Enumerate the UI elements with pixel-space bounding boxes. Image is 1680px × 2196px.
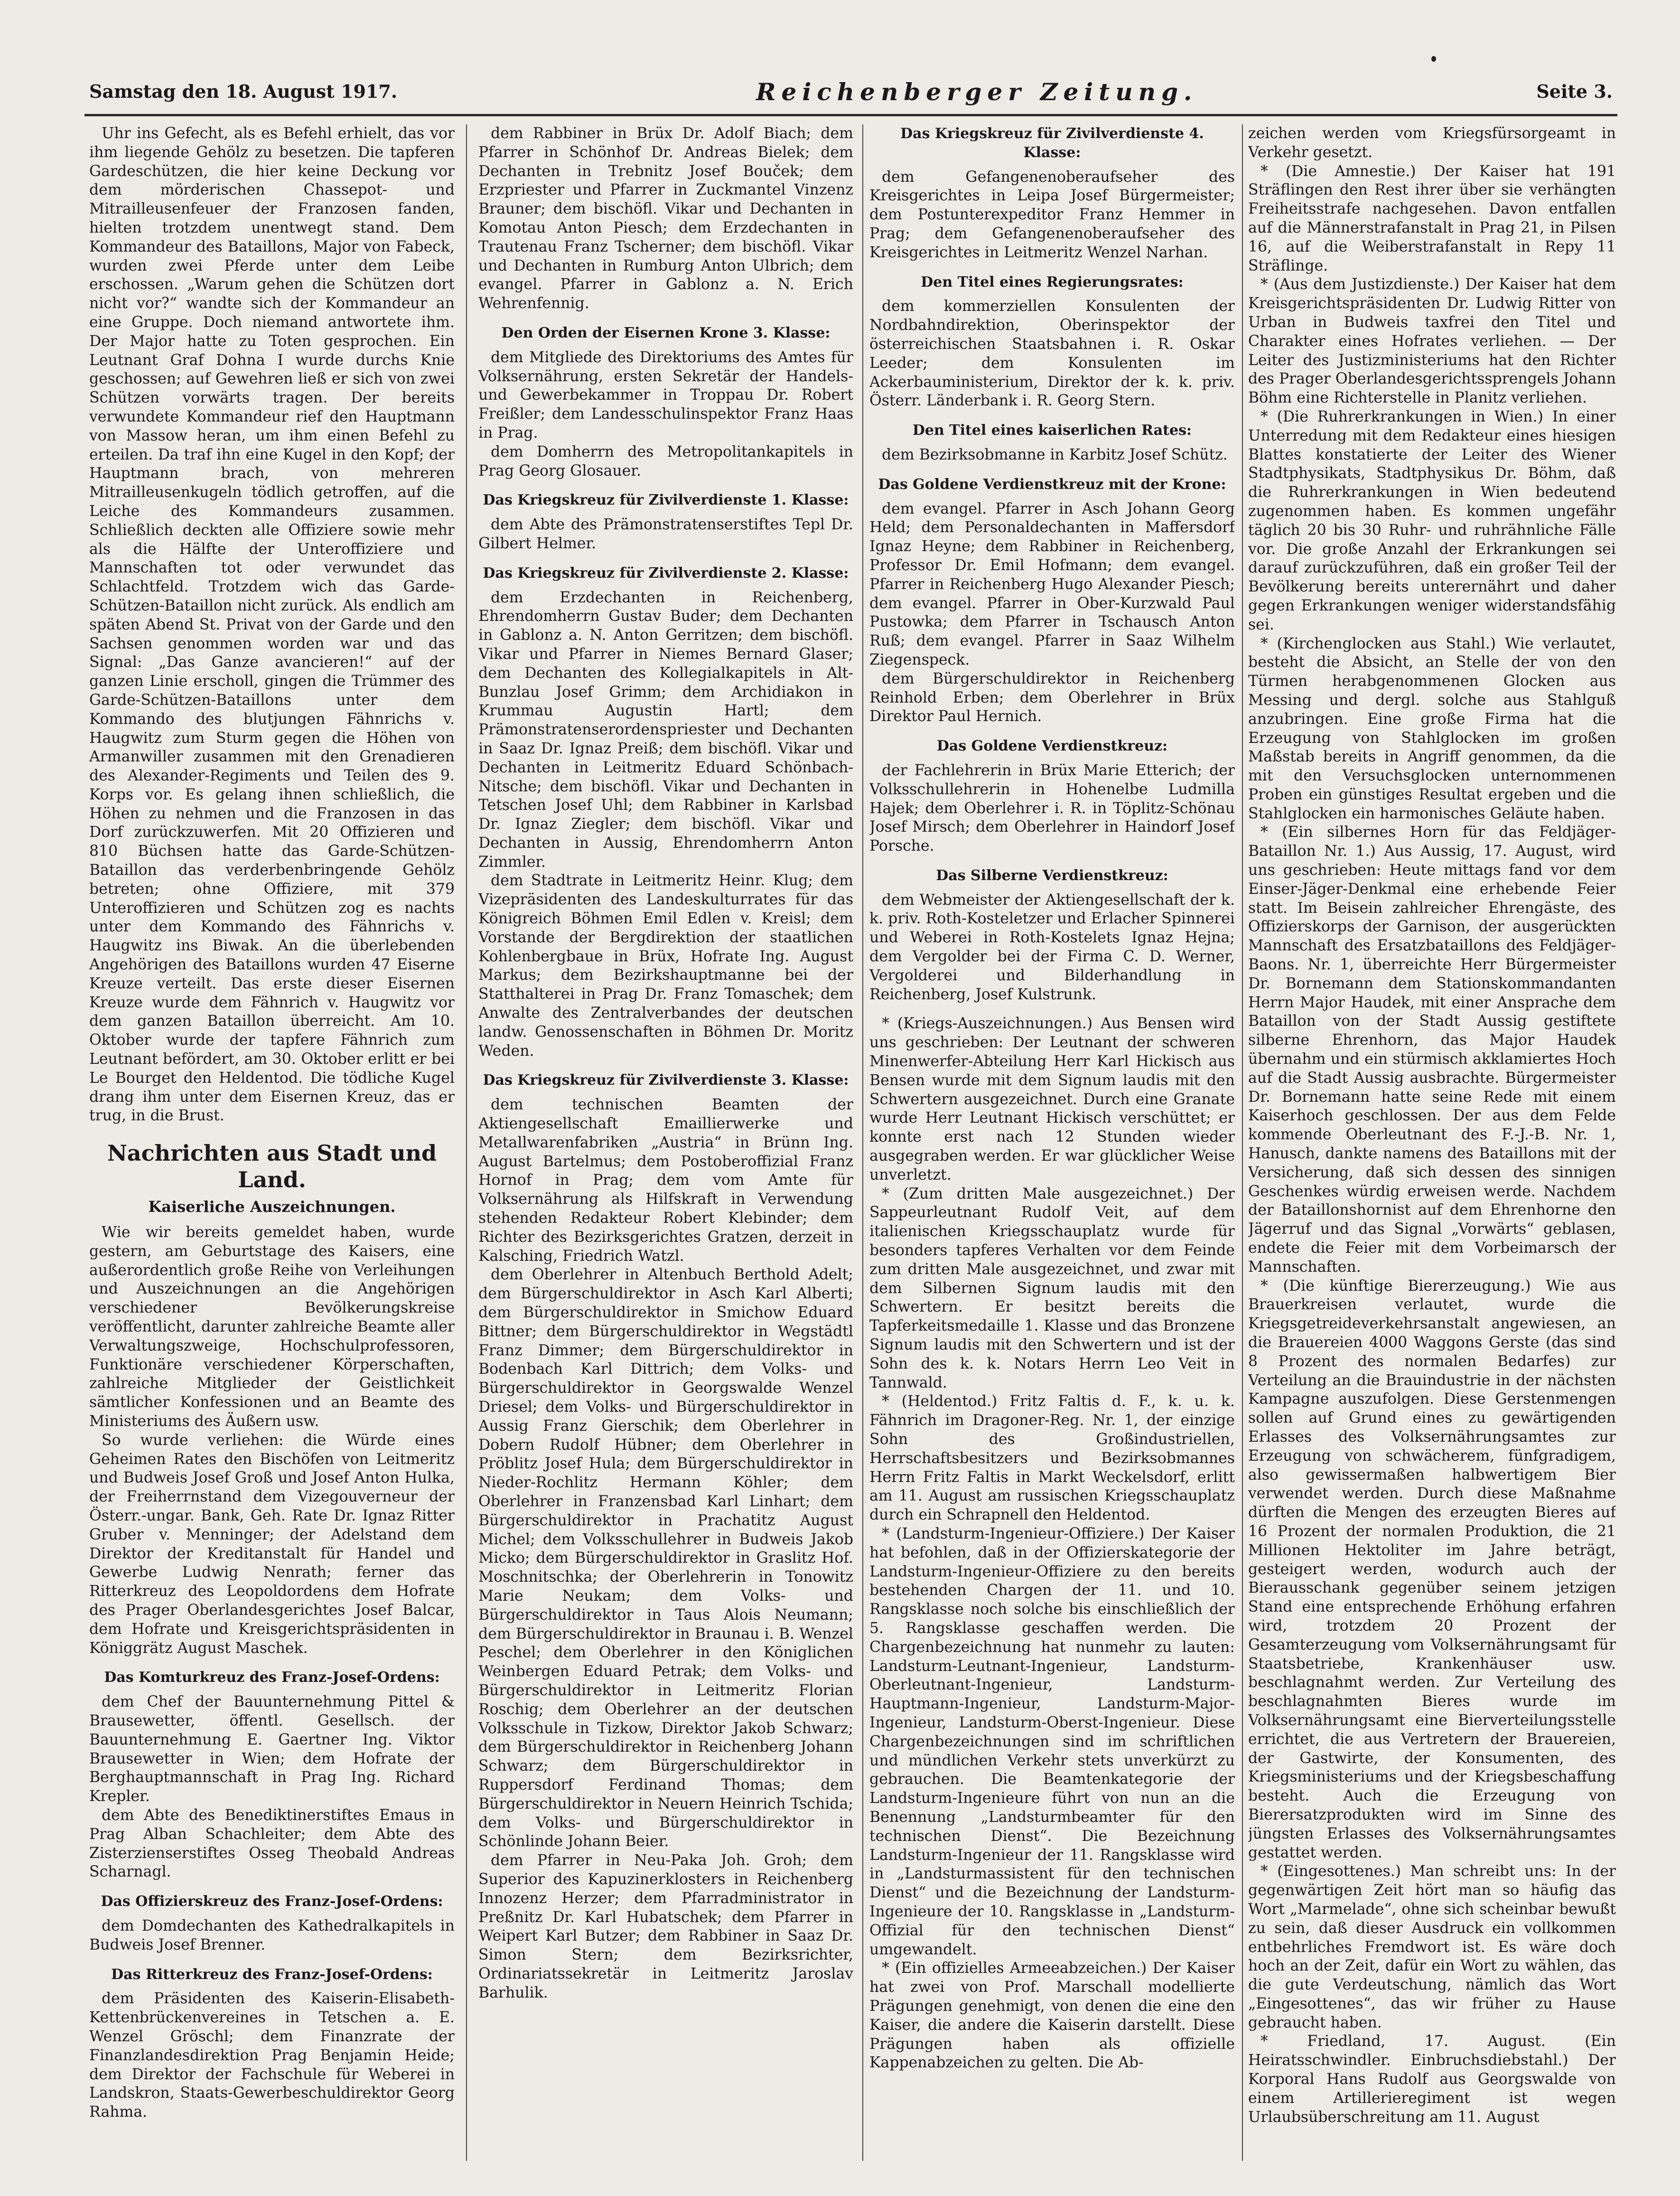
paragraph: dem Oberlehrer in Altenbuch Berthold Adelt; dem Bürgerschuldirektor in Asch Karl Alberti; dem Bürgerschuldirektor in Smichow Eduard Bittner; dem Bürgerschuldirektor in Wegstädtl Franz Dimmer; dem Bürgerschuldirektor in Bodenbach Karl Dittrich; dem Volks- und Bürgerschuldirektor in Georgswalde Wenzel Driesel; dem Volks- und Bürgerschuldirektor in Aussig Franz Gierschik; dem Oberlehrer in Dobern Rudolf Hübner; dem Oberlehrer in Pröblitz Josef Hula; dem Bürgerschuldirektor in Nieder-Rochlitz Hermann Köhler; dem Oberlehrer in Franzensbad Karl Linhart; dem Bürgerschuldirektor in Prachatitz August Michel; dem Volksschullehrer in Budweis Jakob Micko; dem Bürgerschuldirektor in Graslitz Hof. Moschnitschka; der Oberlehrerin in Tonowitz Marie Neukam; dem Volks- und Bürgerschuldirektor in Taus Alois Neumann; dem Bürgerschuldirektor in Braunau i. B. Wenzel Peschel; dem Oberlehrer in den Königlichen Weinbergen Eduard Petrak; dem Volks- und Bürgerschuldirektor in Leitmeritz Florian Roschig; dem Oberlehrer an der deutschen Volksschule in Tizkow, Direktor Jakob Schwarz; dem Bürgerschuldirektor in Reichenberg Johann Schwarz; dem Bürgerschuldirektor in Ruppersdorf Ferdinand Thomas; dem Bürgerschuldirektor in Neuern Heinrich Tschida; dem Volks- und Bürgerschuldirektor in Schönlinde Johann Beier. [478,1266,853,1850]
news-item: * (Landsturm-Ingenieur-Offiziere.) Der Kaiser hat befohlen, daß in der Offizierskategorie der Landsturm-Ingenieur-Offiziere zu den bereits bestehenden Chargen der 11. und 10. Rangsklasse noch solche bis einschließlich der 5. Rangsklasse geschaffen werden. Die Chargenbezeichnung hat nunmehr zu lauten: Landsturm-Leutnant-Ingenieur, Landsturm-Oberleutnant-Ingenieur, Landsturm-Hauptmann-Ingenieur, Landsturm-Major-Ingenieur, Landsturm-Oberst-Ingenieur. Diese Chargenbezeichnungen sind im schriftlichen und mündlichen Verkehr stets unverkürzt zu gebrauchen. Die Beamtenkategorie der Landsturm-Ingenieure führt von nun an die Benennung „Landsturmbeamter für den technischen Dienst“. Die Bezeichnung Landsturm-Ingenieur der 11. Rangsklasse wird in „Landsturmassistent für den technischen Dienst“ und die Bezeichnung der Landsturm-Ingenieure der 10. Rangsklasse in „Landsturm-Offizial für den technischen Dienst“ umgewandelt. [869,1525,1235,1958]
award-heading: Den Orden der Eisernen Krone 3. Klasse: [501,324,831,341]
paragraph: dem Bürgerschuldirektor in Reichenberg Reinhold Erben; dem Oberlehrer in Brüx Direktor Paul Hernich. [869,670,1235,725]
paragraph: dem Chef der Bauunternehmung Pittel & Brausewetter, öffentl. Gesellsch. der Bauunternehmung E. Gaertner Ing. Viktor Brausewetter in Wien; dem Hofrate der Berghauptmannschaft in Prag Ing. Richard Krepler. [89,1693,455,1805]
award-heading: Das Ritterkreuz des Franz-Josef-Ordens: [111,1966,433,1983]
column-4 [1248,124,1616,2166]
paragraph: dem Stadtrate in Leitmeritz Heinr. Klug; dem Vizepräsidenten des Landeskulturrates für das Königreich Böhmen Emil Edlen v. Kreisl; dem Vorstande der Bergdirektion der staatlichen Kohlenbergbaue in Brüx, Hofrate Ing. August Markus; dem Bezirkshauptmanne bei der Statthalterei in Prag Dr. Franz Tomaschek; dem Anwalte des Zentralverbandes der deutschen landw. Genossenschaften in Böhmen Dr. Moritz Weden. [478,872,853,1060]
paragraph: dem Bezirksobmanne in Karbitz Josef Schütz. [882,446,1228,463]
news-item: * (Eingesottenes.) Man schreibt uns: In der gegenwärtigen Zeit hört man so häufig das Wort „Marmelade“, ohne sich scheinbar bewußt zu sein, daß dieser Ausdruck ein vollkommen entbehrliches Fremdwort ist. Es wäre doch hoch an der Zeit, dafür ein Wort zu wählen, das die gute Verdeutschung, nämlich das Wort „Eingesottenes“, das wir früher zu Hause gebraucht haben. [1248,1863,1616,2031]
issue-date: Samstag den 18. August 1917. [89,81,398,102]
paragraph: dem Domherrn des Metropolitankapitels in Prag Georg Glosauer. [478,443,853,479]
column-divider [862,124,863,2161]
ink-spot [1431,56,1436,62]
header-rule [84,114,1617,116]
column-divider [1242,124,1243,2161]
paragraph: dem Rabbiner in Brüx Dr. Adolf Biach; dem Pfarrer in Schönhof Dr. Andreas Bielek; dem Dechanten in Trebnitz Josef Bouček; dem Erzpriester und Pfarrer in Zuckmantel Vinzenz Brauner; dem bischöfl. Vikar und Dechanten in Komotau Anton Piesch; dem Erzdechanten in Trautenau Franz Tscherner; dem bischöfl. Vikar und Dechanten in Rumburg Anton Ulbrich; dem evangel. Pfarrer in Gablonz a. N. Erich Wehrenfennig. [478,125,853,312]
paragraph: dem Mitgliede des Direktoriums des Amtes für Volksernährung, ersten Sekretär der Handels- und Gewerbekammer in Troppau Dr. Robert Freißler; dem Landesschulinspektor Franz Haas in Prag. [478,348,853,441]
news-item: * (Ein offizielles Armeeabzeichen.) Der Kaiser hat zwei von Prof. Marschall modellierte Prägungen genehmigt, von denen die eine den Kaiser, die andere die Kaiserin darstellt. Diese Prägungen haben als offizielle Kappenabzeichen zu gelten. Die Ab- [869,1960,1235,2072]
award-heading: Das Kriegskreuz für Zivilverdienste 4. Klasse: [900,125,1204,161]
paragraph: Wie wir bereits gemeldet haben, wurde gestern, am Geburtstage des Kaisers, eine außerordentlich große Reihe von Verleihungen und Auszeichnungen an die Angehörigen verschiedener Bevölkerungskreise veröffentlicht, darunter zahlreiche Beamte aller Verwaltungszweige, Hochschulprofessoren, Funktionäre verschiedener Körperschaften, zahlreiche Mitglieder der Geistlichkeit sämtlicher Konfessionen und an Beamte des Ministeriums des Äußern usw. [89,1224,455,1430]
news-item: * (Die künftige Biererzeugung.) Wie aus Brauerkreisen verlautet, wurde die Kriegsgetreideverkehrsanstalt angewiesen, an die Brauereien 4000 Waggons Gerste (das sind 8 Prozent des normalen Bedarfes) zur Verteilung an die Brauindustrie in der nächsten Kampagne auszufolgen. Diese Gerstenmengen sollen auf Grund eines zu gewärtigenden Erlasses des Volksernährungsamtes zur Erzeugung von schwächerem, fünfgradigem, also gewissermaßen halbwertigem Bier verwendet werden. Durch diese Maßnahme dürften die Mengen des erzeugten Bieres auf 16 Prozent der normalen Produktion, die 21 Millionen Hektoliter im Jahre beträgt, gesteigert werden, wodurch auch der Bierausschank gegenüber seinem jetzigen Stand eine entsprechende Erhöhung erfahren wird, trotzdem 20 Prozent der Gesamterzeugung vom Volksernährungsamt für Staatsbetriebe, Krankenhäuser usw. beschlagnahmt werden. Zur Verteilung des beschlagnahmten Bieres wurde im Volksernährungsamt eine Bierverteilungsstelle errichtet, die aus Vertretern der Brauereien, der Gastwirte, der Konsumenten, des Kriegsministeriums und der Kriegsbeschaffung besteht. Auch die Erzeugung von Bierersatzprodukten wird im Sinne des jüngsten Erlasses des Volksernährungsamtes gestattet werden. [1248,1277,1616,1861]
paragraph: dem Pfarrer in Neu-Paka Joh. Groh; dem Superior des Kapuzinerklosters in Reichenberg Innozenz Herzer; dem Pfarradministrator in Preßnitz Dr. Karl Hubatschek; dem Pfarrer in Weipert Karl Butzer; dem Rabbiner in Saaz Dr. Simon Stern; dem Bezirksrichter, Ordinariatssekretär in Leitmeritz Jaroslav Barhulik. [478,1852,853,2001]
award-heading: Den Titel eines kaiserlichen Rates: [912,422,1192,439]
award-heading: Das Kriegskreuz für Zivilverdienste 2. Klasse: [483,564,849,582]
page-header [89,78,1613,109]
news-item: * (Zum dritten Male ausgezeichnet.) Der Sappeurleutnant Rudolf Veit, auf dem italienischen Kriegsschauplatz wurde für besonders tapferes Verhalten vor dem Feinde zum dritten Male ausgezeichnet, und zwar mit dem Silbernen Signum laudis mit den Schwertern. Er besitzt bereits die Tapferkeitsmedaille 1. Klasse und das Bronzene Signum laudis mit den Schwertern und ist der Sohn des k. k. Notars Herrn Leo Veit in Tannwald. [869,1185,1235,1391]
award-heading: Das Goldene Verdienstkreuz mit der Krone: [878,476,1226,493]
paragraph: dem Abte des Prämonstratenserstiftes Tepl Dr. Gilbert Helmer. [478,516,853,552]
paragraph: So wurde verliehen: die Würde eines Geheimen Rates den Bischöfen von Leitmeritz und Budweis Josef Groß und Josef Anton Hulka, der Freiherrnstand dem Vizegouverneur der Österr.-ungar. Bank, Geh. Rate Dr. Ignaz Ritter Gruber v. Menninger; der Adelstand dem Direktor der Kreditanstalt für Handel und Gewerbe Ludwig Nenrath; ferner das Ritterkreuz des Leopoldordens dem Hofrate des Prager Oberlandesgerichtes Josef Balcar, dem Hofrate und Kreisgerichtspräsidenten in Königgrätz August Maschek. [89,1431,455,1657]
paragraph: dem Abte des Benediktinerstiftes Emaus in Prag Alban Schachleiter; dem Abte des Zisterzienserstiftes Osseg Theobald Andreas Scharnagl. [89,1806,455,1881]
section-heading: Nachrichten aus Stadt und Land. [107,1140,437,1193]
award-heading: Das Kriegskreuz für Zivilverdienste 3. Klasse: [483,1072,849,1089]
paragraph: dem Erzdechanten in Reichenberg, Ehrendomherrn Gustav Buder; dem Dechanten in Gablonz a. N. Anton Gerritzen; dem bischöfl. Vikar und Pfarrer in Niemes Bernard Glaser; dem Dechanten des Kollegialkapitels in Alt-Bunzlau Josef Grimm; dem Archidiakon in Krummau Augustin Hartl; dem Prämonstratenserordenspriester und Dechanten in Saaz Dr. Ignaz Preiß; dem bischöfl. Vikar und Dechanten in Leitmeritz Eduard Schönbach-Nitsche; dem bischöfl. Vikar und Dechanten in Tetschen Josef Uhl; dem Rabbiner in Karlsbad Dr. Ignaz Ziegler; dem bischöfl. Vikar und Dechanten in Aussig, Ehrendomherrn Anton Zimmler. [478,589,853,871]
news-item: * (Die Amnestie.) Der Kaiser hat 191 Sträflingen den Rest ihrer über sie verhängten Freiheitsstrafe nachgesehen. Davon entfallen auf die Männerstrafanstalt in Prag 21, in Pilsen 16, auf die Weiberstrafanstalt in Repy 11 Sträflinge. [1248,162,1616,274]
news-item: * (Ein silbernes Horn für das Feldjäger-Bataillon Nr. 1.) Aus Aussig, 17. August, wird uns geschrieben: Heute mittags fand vor dem Einser-Jäger-Denkmal eine erhebende Feier statt. Im Beisein zahlreicher Ehrengäste, des Offizierskorps der Garnison, der ausgerückten Mannschaft des Ersatzbataillons des Feldjäger-Baons. Nr. 1, überreichte Herr Bürgermeister Dr. Bornemann dem Stationskommandanten Herrn Major Haudek, mit einer Ansprache dem Bataillon von der Stadt Aussig gestiftete silberne Ehrenhorn, das Major Haudek übernahm und ein stürmisch akklamiertes Hoch auf die Stadt Aussig ausbrachte. Bürgermeister Dr. Bornemann hatte seine Rede mit einem Kaiserhoch geschlossen. Der aus dem Felde kommende Oberleutnant des F.-J.-B. Nr. 1, Hanusch, dankte namens des Bataillons mit der Versicherung, daß sich dessen des sinnigen Geschenkes würdig erweisen werde. Nachdem der Bataillonshornist auf dem Ehrenhorne den Jägerruf und das Signal „Vorwärts“ geblasen, endete die Feier mit dem Vorbeimarsch der Mannschaften. [1248,824,1616,1276]
news-item: * (Kirchenglocken aus Stahl.) Wie verlautet, besteht die Absicht, an Stelle der von den Türmen herabgenommenen Glocken aus Messing und dergl. solche aus Stahlguß anzubringen. Eine große Firma hat die Erzeugung von Stahlglocken im großen Maßstab bereits in Angriff genommen, da die mit den Versuchsglocken unternommenen Proben ein günstiges Resultat ergeben und die Stahlglocken ein harmonisches Geläute haben. [1248,635,1616,822]
award-heading: Das Silberne Verdienstkreuz: [936,867,1168,884]
award-heading: Das Goldene Verdienstkreuz: [936,738,1168,755]
column-3 [869,124,1235,2166]
award-heading: Das Komturkreuz des Franz-Josef-Ordens: [104,1669,440,1686]
column-1 [89,124,455,2166]
paragraph: dem technischen Beamten der Aktiengesellschaft Emaillierwerke und Metallwarenfabriken „Austria“ in Brünn Ing. August Bartelmus; dem Postoberoffizial Franz Hornof in Prag; dem vom Amte für Volksernährung als Hilfskraft in Verwendung stehenden Redakteur Robert Klebinder; dem Richter des Bezirksgerichtes Gratzen, derzeit in Kalsching, Friedrich Watzl. [478,1096,853,1265]
news-item: * (Aus dem Justizdienste.) Der Kaiser hat dem Kreisgerichtspräsidenten Dr. Ludwig Ritter von Urban in Budweis taxfrei den Titel und Charakter eines Hofrates verliehen. — Der Leiter des Justizministeriums hat den Richter des Prager Oberlandesgerichtssprengels Johann Böhm eine Richterstelle in Planitz verliehen. [1248,276,1616,407]
paragraph: dem Domdechanten des Kathedralkapitels in Budweis Josef Brenner. [89,1917,455,1953]
award-heading: Das Offizierskreuz des Franz-Josef-Ordens: [101,1893,443,1910]
paragraph: dem Gefangenenoberaufseher des Kreisgerichtes in Leipa Josef Bürgermeister; dem Postunterexpeditor Franz Hemmer in Prag; dem Gefangenenoberaufseher des Kreisgerichtes in Leitmeritz Wenzel Narhan. [869,168,1235,261]
paragraph: zeichen werden vom Kriegsfürsorgeamt in Verkehr gesetzt. [1248,125,1616,161]
paragraph: Uhr ins Gefecht, als es Befehl erhielt, das vor ihm liegende Gehölz zu besetzen. Die tapferen Gardeschützen, die hier keine Deckung vor dem mörderischen Chassepot- und Mitrailleusenfeuer der Franzosen fanden, hielten trotzdem unentwegt stand. Dem Kommandeur des Bataillons, Major von Fabeck, wurden zwei Pferde unter dem Leibe erschossen. „Warum gehen die Schützen dort nicht vor?“ wandte sich der Kommandeur an eine Gruppe. Doch niemand antwortete ihm. Der Major hatte zu Toten gesprochen. Ein Leutnant Graf Dohna I wurde durchs Knie geschossen; auf Gewehren ließ er sich von zwei Schützen vorwärts tragen. Der bereits verwundete Kommandeur rief den Hauptmann von Massow heran, um ihm einen Befehl zu erteilen. Da traf ihn eine Kugel in den Kopf; der Hauptmann brach, von mehreren Mitrailleusenkugeln tödlich getroffen, auf die Leiche des Kommandeurs zusammen. Schließlich deckten alle Offiziere sowie mehr als die Hälfte der Unteroffiziere und Mannschaften tot oder verwundet das Schlachtfeld. Trotzdem wich das Garde-Schützen-Bataillon nicht zurück. Als endlich am späten Abend St. Privat von der Garde und den Sachsen genommen worden war und das Signal: „Das Ganze avancieren!“ auf der ganzen Linie erscholl, gingen die Trümmer des Garde-Schützen-Bataillons unter dem Kommando des blutjungen Fähnrichs v. Haugwitz zum Sturm gegen die Höhen von Armanwiller zusammen mit den Grenadieren des Alexander-Regiments und Teilen des 9. Korps vor. Es gelang ihnen schließlich, die Höhen zu nehmen und die Franzosen in das Dorf zurückzuwerfen. Mit 20 Offizieren und 810 Büchsen hatte das Garde-Schützen-Bataillon das verderbenbringende Gehölz betreten; ohne Offiziere, mit 379 Unteroffizieren und Schützen zog es nachts unter dem Kommando des Fähnrichs v. Haugwitz ins Biwak. An die überlebenden Angehörigen des Bataillons wurden 47 Eiserne Kreuze verteilt. Das erste dieser Eisernen Kreuze wurde dem Fähnrich v. Haugwitz vor dem ganzen Bataillon überreicht. Am 10. Oktober wurde der tapfere Fähnrich zum Leutnant befördert, am 30. Oktober erlitt er bei Le Bourget den Heldentod. Die tödliche Kugel drang ihm unter dem Eisernen Kreuz, das er trug, in die Brust. [89,125,455,1125]
paragraph: dem evangel. Pfarrer in Asch Johann Georg Held; dem Personaldechanten in Maffersdorf Ignaz Heyne; dem Rabbiner in Reichenberg, Professor Dr. Emil Hofmann; dem evangel. Pfarrer in Reichenberg Hugo Alexander Piesch; dem evangel. Pfarrer in Ober-Kurzwald Paul Pustowka; dem Pfarrer in Tschausch Anton Ruß; dem evangel. Pfarrer in Saaz Wilhelm Ziegenspeck. [869,500,1235,668]
column-divider [466,124,467,2161]
column-2 [478,124,853,2166]
news-item: * Friedland, 17. August. (Ein Heiratsschwindler. Einbruchsdiebstahl.) Der Korporal Hans Rudolf aus Georgswalde von einem Artillerieregiment ist wegen Urlaubsüberschreitung am 11. August [1248,2033,1616,2126]
paragraph: dem kommerziellen Konsulenten der Nordbahndirektion, Oberinspektor der österreichischen Staatsbahnen i. R. Oskar Leeder; dem Konsulenten im Ackerbauministerium, Direktor der k. k. priv. Österr. Länderbank i. R. Georg Stern. [869,298,1235,410]
paragraph: dem Webmeister der Aktiengesellschaft der k. k. priv. Roth-Kosteletzer und Erlacher Spinnerei und Weberei in Roth-Kostelets Ignaz Hejna; dem Vergolder bei der Firma C. D. Werner, Vergolderei und Bilderhandlung in Reichenberg, Josef Kulstrunk. [869,891,1235,1003]
award-heading: Das Kriegskreuz für Zivilverdienste 1. Klasse: [483,492,849,509]
award-heading: Den Titel eines Regierungsrates: [921,273,1184,291]
page-number: Seite 3. [1536,81,1613,102]
paragraph: dem Präsidenten des Kaiserin-Elisabeth-Kettenbrückenvereines in Tetschen a. E. Wenzel Gröschl; dem Finanzrate der Finanzlandesdirektion Prag Benjamin Heide; dem Direktor der Fachschule für Weberei in Landskron, Staats-Gewerbeschuldirektor Georg Rahma. [89,1990,455,2121]
subsection-heading: Kaiserliche Auszeichnungen. [148,1198,396,1216]
paragraph: der Fachlehrerin in Brüx Marie Etterich; der Volksschullehrerin in Hohenelbe Ludmilla Hajek; dem Oberlehrer i. R. in Töplitz-Schönau Josef Mirsch; dem Oberlehrer in Haindorf Josef Porsche. [869,761,1235,855]
news-item: * (Kriegs-Auszeichnungen.) Aus Bensen wird uns geschrieben: Der Leutnant der schweren Minenwerfer-Abteilung Herr Karl Hickisch aus Bensen wurde mit dem Signum laudis mit den Schwertern ausgezeichnet. Durch eine Granate wurde Herr Leutnant Hickisch verschüttet; er konnte erst nach 12 Stunden wieder ausgegraben werden. Er war glücklicher Weise unverletzt. [869,1015,1235,1183]
news-item: * (Die Ruhrerkrankungen in Wien.) In einer Unterredung mit dem Redakteur eines hiesigen Blattes konstatierte der Leiter des Wiener Stadtphysikats, Stadtphysikus Dr. Böhm, daß die Ruhrerkrankungen in Wien bedeutend zugenommen haben. Es kommen ungefähr täglich 20 bis 30 Ruhr- und ruhrähnliche Fälle vor. Die große Anzahl der Erkrankungen sei darauf zurückzuführen, daß ein großer Teil der Bevölkerung bereits unterernährt und daher gegen Erkrankungen weniger widerstandsfähig sei. [1248,408,1616,633]
news-item: * (Heldentod.) Fritz Faltis d. F., k. u. k. Fähnrich im Dragoner-Reg. Nr. 1, der einzige Sohn des Großindustriellen, Herrschaftsbesitzers und Bezirksobmannes Herrn Fritz Faltis in Markt Weckelsdorf, erlitt am 11. August am russischen Kriegsschauplatz durch ein Schrapnell den Heldentod. [869,1393,1235,1524]
newspaper-title: Reichenberger Zeitung. [756,78,1198,106]
